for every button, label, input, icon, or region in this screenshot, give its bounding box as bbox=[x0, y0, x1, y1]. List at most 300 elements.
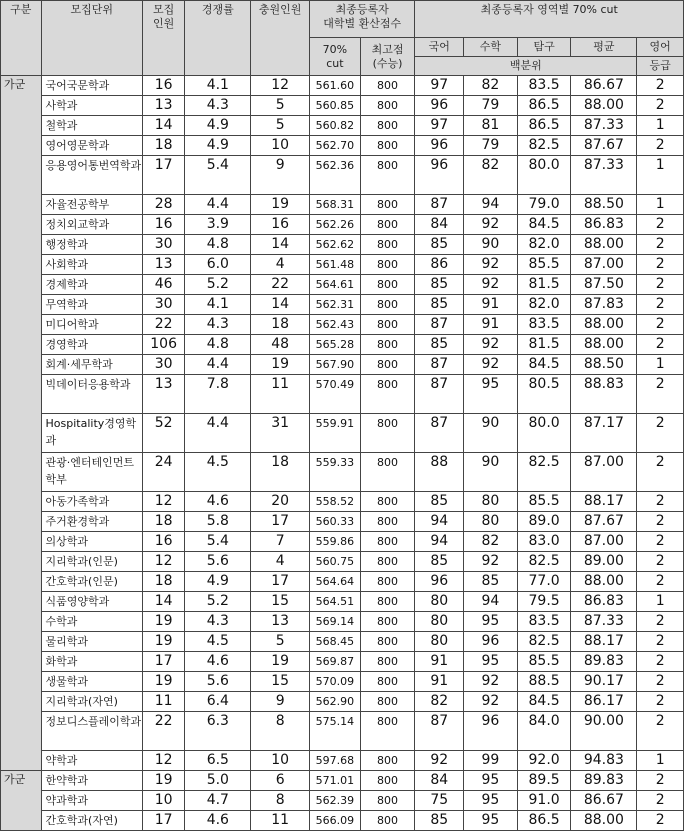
cut70-cell: 559.86 bbox=[310, 532, 361, 552]
max-score-cell: 800 bbox=[360, 255, 415, 275]
cut70-cell: 559.33 bbox=[310, 453, 361, 492]
cut70-cell: 560.33 bbox=[310, 512, 361, 532]
korean-cell: 85 bbox=[415, 275, 464, 295]
competition-cell: 6.4 bbox=[185, 692, 251, 712]
quota-cell: 12 bbox=[142, 492, 185, 512]
korean-cell: 75 bbox=[415, 791, 464, 811]
inquiry-cell: 77.0 bbox=[517, 572, 571, 592]
additional-cell: 5 bbox=[251, 632, 310, 652]
average-cell: 88.17 bbox=[571, 632, 637, 652]
math-cell: 79 bbox=[464, 136, 518, 156]
cut70-cell: 568.31 bbox=[310, 195, 361, 215]
unit-cell: 간호학과(자연) bbox=[41, 811, 142, 831]
english-cell: 2 bbox=[637, 791, 684, 811]
table-row bbox=[1, 672, 684, 692]
max-score-cell: 800 bbox=[360, 315, 415, 335]
math-cell: 95 bbox=[464, 771, 518, 791]
english-cell: 2 bbox=[637, 453, 684, 492]
inquiry-cell: 86.5 bbox=[517, 96, 571, 116]
competition-cell: 4.6 bbox=[185, 492, 251, 512]
english-cell: 2 bbox=[637, 375, 684, 414]
korean-cell: 87 bbox=[415, 355, 464, 375]
table-row bbox=[1, 453, 684, 492]
competition-cell: 5.4 bbox=[185, 156, 251, 195]
quota-cell: 11 bbox=[142, 692, 185, 712]
table-row bbox=[1, 76, 684, 96]
math-cell: 80 bbox=[464, 492, 518, 512]
math-cell: 92 bbox=[464, 355, 518, 375]
korean-cell: 80 bbox=[415, 592, 464, 612]
quota-cell: 14 bbox=[142, 592, 185, 612]
max-score-cell: 800 bbox=[360, 811, 415, 831]
quota-cell: 30 bbox=[142, 295, 185, 315]
competition-cell: 4.1 bbox=[185, 76, 251, 96]
korean-cell: 88 bbox=[415, 453, 464, 492]
quota-cell: 46 bbox=[142, 275, 185, 295]
competition-cell: 6.0 bbox=[185, 255, 251, 275]
inquiry-cell: 83.5 bbox=[517, 76, 571, 96]
table-row bbox=[1, 355, 684, 375]
quota-cell: 19 bbox=[142, 771, 185, 791]
additional-cell: 11 bbox=[251, 811, 310, 831]
math-cell: 94 bbox=[464, 592, 518, 612]
table-row bbox=[1, 255, 684, 275]
unit-cell: 지리학과(자연) bbox=[41, 692, 142, 712]
average-cell: 89.83 bbox=[571, 771, 637, 791]
korean-cell: 92 bbox=[415, 751, 464, 771]
quota-cell: 19 bbox=[142, 672, 185, 692]
math-cell: 99 bbox=[464, 751, 518, 771]
unit-cell: 식품영양학과 bbox=[41, 592, 142, 612]
competition-cell: 3.9 bbox=[185, 215, 251, 235]
math-cell: 80 bbox=[464, 512, 518, 532]
math-cell: 90 bbox=[464, 453, 518, 492]
table-row bbox=[1, 375, 684, 414]
cut70-cell: 564.61 bbox=[310, 275, 361, 295]
quota-cell: 24 bbox=[142, 453, 185, 492]
cut70-cell: 562.26 bbox=[310, 215, 361, 235]
unit-cell: 경제학과 bbox=[41, 275, 142, 295]
cut70-cell: 562.31 bbox=[310, 295, 361, 315]
inquiry-cell: 79.5 bbox=[517, 592, 571, 612]
inquiry-cell: 89.0 bbox=[517, 512, 571, 532]
unit-cell: 국어국문학과 bbox=[41, 76, 142, 96]
korean-cell: 94 bbox=[415, 512, 464, 532]
korean-cell: 87 bbox=[415, 315, 464, 335]
additional-cell: 8 bbox=[251, 791, 310, 811]
math-cell: 95 bbox=[464, 652, 518, 672]
max-score-cell: 800 bbox=[360, 552, 415, 572]
math-cell: 96 bbox=[464, 712, 518, 751]
header-final-area: 최종등록자 영역별 70% cut bbox=[415, 1, 684, 38]
unit-cell: 경영학과 bbox=[41, 335, 142, 355]
math-cell: 82 bbox=[464, 156, 518, 195]
english-cell: 2 bbox=[637, 532, 684, 552]
max-score-cell: 800 bbox=[360, 195, 415, 215]
quota-cell: 17 bbox=[142, 156, 185, 195]
average-cell: 87.00 bbox=[571, 255, 637, 275]
average-cell: 87.33 bbox=[571, 156, 637, 195]
cut70-cell: 561.48 bbox=[310, 255, 361, 275]
average-cell: 88.50 bbox=[571, 195, 637, 215]
additional-cell: 6 bbox=[251, 771, 310, 791]
table-row bbox=[1, 414, 684, 453]
inquiry-cell: 85.5 bbox=[517, 492, 571, 512]
inquiry-cell: 82.5 bbox=[517, 136, 571, 156]
max-score-cell: 800 bbox=[360, 335, 415, 355]
table-row bbox=[1, 712, 684, 751]
cut70-cell: 564.51 bbox=[310, 592, 361, 612]
table-row bbox=[1, 492, 684, 512]
table-row bbox=[1, 811, 684, 831]
additional-cell: 22 bbox=[251, 275, 310, 295]
inquiry-cell: 82.0 bbox=[517, 295, 571, 315]
max-score-cell: 800 bbox=[360, 215, 415, 235]
inquiry-cell: 84.0 bbox=[517, 712, 571, 751]
average-cell: 88.00 bbox=[571, 811, 637, 831]
header-percentile: 백분위 bbox=[415, 57, 637, 76]
table-row bbox=[1, 791, 684, 811]
korean-cell: 86 bbox=[415, 255, 464, 275]
english-cell: 2 bbox=[637, 771, 684, 791]
unit-cell: 한약학과 bbox=[41, 771, 142, 791]
korean-cell: 85 bbox=[415, 811, 464, 831]
competition-cell: 4.5 bbox=[185, 453, 251, 492]
average-cell: 90.00 bbox=[571, 712, 637, 751]
cut70-cell: 561.60 bbox=[310, 76, 361, 96]
cut70-cell: 562.39 bbox=[310, 791, 361, 811]
cut70-cell: 566.09 bbox=[310, 811, 361, 831]
header-average: 평균 bbox=[571, 38, 637, 57]
quota-cell: 16 bbox=[142, 532, 185, 552]
english-cell: 2 bbox=[637, 492, 684, 512]
competition-cell: 4.4 bbox=[185, 414, 251, 453]
inquiry-cell: 80.5 bbox=[517, 375, 571, 414]
average-cell: 87.50 bbox=[571, 275, 637, 295]
math-cell: 79 bbox=[464, 96, 518, 116]
math-cell: 92 bbox=[464, 255, 518, 275]
unit-cell: 생물학과 bbox=[41, 672, 142, 692]
math-cell: 95 bbox=[464, 811, 518, 831]
additional-cell: 10 bbox=[251, 136, 310, 156]
header-final-score: 최종등록자 대학별 환산점수 bbox=[310, 1, 415, 38]
header-quota: 모집 인원 bbox=[142, 1, 185, 76]
unit-cell: 미디어학과 bbox=[41, 315, 142, 335]
inquiry-cell: 79.0 bbox=[517, 195, 571, 215]
english-cell: 2 bbox=[637, 672, 684, 692]
english-cell: 2 bbox=[637, 512, 684, 532]
math-cell: 92 bbox=[464, 672, 518, 692]
unit-cell: 자율전공학부 bbox=[41, 195, 142, 215]
quota-cell: 13 bbox=[142, 375, 185, 414]
average-cell: 88.83 bbox=[571, 375, 637, 414]
competition-cell: 6.3 bbox=[185, 712, 251, 751]
english-cell: 2 bbox=[637, 215, 684, 235]
table-row bbox=[1, 512, 684, 532]
korean-cell: 85 bbox=[415, 492, 464, 512]
inquiry-cell: 80.0 bbox=[517, 414, 571, 453]
korean-cell: 82 bbox=[415, 692, 464, 712]
group-cell: 가군 bbox=[1, 76, 42, 771]
max-score-cell: 800 bbox=[360, 532, 415, 552]
unit-cell: 사학과 bbox=[41, 96, 142, 116]
average-cell: 88.00 bbox=[571, 335, 637, 355]
table-header bbox=[1, 1, 684, 76]
english-cell: 2 bbox=[637, 811, 684, 831]
cut70-cell: 575.14 bbox=[310, 712, 361, 751]
unit-cell: 약학과 bbox=[41, 751, 142, 771]
table-row bbox=[1, 195, 684, 215]
english-cell: 2 bbox=[637, 652, 684, 672]
max-score-cell: 800 bbox=[360, 512, 415, 532]
unit-cell: 무역학과 bbox=[41, 295, 142, 315]
inquiry-cell: 89.5 bbox=[517, 771, 571, 791]
average-cell: 88.50 bbox=[571, 355, 637, 375]
average-cell: 87.33 bbox=[571, 612, 637, 632]
competition-cell: 6.5 bbox=[185, 751, 251, 771]
unit-cell: 관광·엔터테인먼트학부 bbox=[41, 453, 142, 492]
english-cell: 2 bbox=[637, 96, 684, 116]
competition-cell: 4.4 bbox=[185, 195, 251, 215]
additional-cell: 14 bbox=[251, 295, 310, 315]
korean-cell: 96 bbox=[415, 96, 464, 116]
unit-cell: Hospitality경영학과 bbox=[41, 414, 142, 453]
additional-cell: 12 bbox=[251, 76, 310, 96]
math-cell: 96 bbox=[464, 632, 518, 652]
korean-cell: 87 bbox=[415, 195, 464, 215]
unit-cell: 화학과 bbox=[41, 652, 142, 672]
english-cell: 2 bbox=[637, 335, 684, 355]
english-cell: 1 bbox=[637, 355, 684, 375]
math-cell: 92 bbox=[464, 552, 518, 572]
max-score-cell: 800 bbox=[360, 96, 415, 116]
cut70-cell: 571.01 bbox=[310, 771, 361, 791]
english-cell: 2 bbox=[637, 275, 684, 295]
unit-cell: 사회학과 bbox=[41, 255, 142, 275]
inquiry-cell: 88.5 bbox=[517, 672, 571, 692]
max-score-cell: 800 bbox=[360, 453, 415, 492]
additional-cell: 5 bbox=[251, 96, 310, 116]
competition-cell: 5.0 bbox=[185, 771, 251, 791]
inquiry-cell: 82.5 bbox=[517, 453, 571, 492]
cut70-cell: 568.45 bbox=[310, 632, 361, 652]
additional-cell: 19 bbox=[251, 195, 310, 215]
cut70-cell: 559.91 bbox=[310, 414, 361, 453]
additional-cell: 4 bbox=[251, 255, 310, 275]
competition-cell: 5.8 bbox=[185, 512, 251, 532]
math-cell: 85 bbox=[464, 572, 518, 592]
average-cell: 86.83 bbox=[571, 592, 637, 612]
quota-cell: 19 bbox=[142, 632, 185, 652]
cut70-cell: 597.68 bbox=[310, 751, 361, 771]
korean-cell: 80 bbox=[415, 632, 464, 652]
average-cell: 86.17 bbox=[571, 692, 637, 712]
unit-cell: 행정학과 bbox=[41, 235, 142, 255]
additional-cell: 17 bbox=[251, 512, 310, 532]
unit-cell: 아동가족학과 bbox=[41, 492, 142, 512]
unit-cell: 정보디스플레이학과 bbox=[41, 712, 142, 751]
korean-cell: 85 bbox=[415, 295, 464, 315]
inquiry-cell: 91.0 bbox=[517, 791, 571, 811]
inquiry-cell: 84.5 bbox=[517, 692, 571, 712]
korean-cell: 85 bbox=[415, 235, 464, 255]
header-additional: 충원인원 bbox=[251, 1, 310, 76]
competition-cell: 4.3 bbox=[185, 96, 251, 116]
unit-cell: 회계·세무학과 bbox=[41, 355, 142, 375]
english-cell: 2 bbox=[637, 235, 684, 255]
math-cell: 92 bbox=[464, 275, 518, 295]
english-cell: 1 bbox=[637, 592, 684, 612]
english-cell: 2 bbox=[637, 692, 684, 712]
additional-cell: 9 bbox=[251, 156, 310, 195]
english-cell: 2 bbox=[637, 295, 684, 315]
additional-cell: 5 bbox=[251, 116, 310, 136]
max-score-cell: 800 bbox=[360, 692, 415, 712]
competition-cell: 5.4 bbox=[185, 532, 251, 552]
math-cell: 82 bbox=[464, 76, 518, 96]
quota-cell: 30 bbox=[142, 355, 185, 375]
average-cell: 89.83 bbox=[571, 652, 637, 672]
average-cell: 90.17 bbox=[571, 672, 637, 692]
table-row bbox=[1, 532, 684, 552]
inquiry-cell: 84.5 bbox=[517, 215, 571, 235]
math-cell: 81 bbox=[464, 116, 518, 136]
english-cell: 1 bbox=[637, 751, 684, 771]
cut70-cell: 560.85 bbox=[310, 96, 361, 116]
korean-cell: 87 bbox=[415, 414, 464, 453]
table-row bbox=[1, 136, 684, 156]
average-cell: 94.83 bbox=[571, 751, 637, 771]
quota-cell: 106 bbox=[142, 335, 185, 355]
table-row bbox=[1, 692, 684, 712]
average-cell: 86.67 bbox=[571, 791, 637, 811]
inquiry-cell: 92.0 bbox=[517, 751, 571, 771]
table-row bbox=[1, 96, 684, 116]
cut70-cell: 570.49 bbox=[310, 375, 361, 414]
unit-cell: 정치외교학과 bbox=[41, 215, 142, 235]
competition-cell: 4.9 bbox=[185, 116, 251, 136]
english-cell: 2 bbox=[637, 315, 684, 335]
table-row bbox=[1, 116, 684, 136]
korean-cell: 91 bbox=[415, 652, 464, 672]
additional-cell: 14 bbox=[251, 235, 310, 255]
table-body bbox=[1, 76, 684, 831]
table-row bbox=[1, 632, 684, 652]
header-math: 수학 bbox=[464, 38, 518, 57]
average-cell: 88.00 bbox=[571, 96, 637, 116]
cut70-cell: 562.90 bbox=[310, 692, 361, 712]
max-score-cell: 800 bbox=[360, 414, 415, 453]
additional-cell: 31 bbox=[251, 414, 310, 453]
unit-cell: 영어영문학과 bbox=[41, 136, 142, 156]
english-cell: 2 bbox=[637, 414, 684, 453]
table-row bbox=[1, 315, 684, 335]
header-group: 구분 bbox=[1, 1, 42, 76]
cut70-cell: 562.62 bbox=[310, 235, 361, 255]
unit-cell: 약과학과 bbox=[41, 791, 142, 811]
additional-cell: 20 bbox=[251, 492, 310, 512]
table-row bbox=[1, 335, 684, 355]
quota-cell: 17 bbox=[142, 811, 185, 831]
quota-cell: 18 bbox=[142, 512, 185, 532]
english-cell: 1 bbox=[637, 116, 684, 136]
inquiry-cell: 81.5 bbox=[517, 335, 571, 355]
header-korean: 국어 bbox=[415, 38, 464, 57]
competition-cell: 4.1 bbox=[185, 295, 251, 315]
korean-cell: 97 bbox=[415, 76, 464, 96]
quota-cell: 22 bbox=[142, 315, 185, 335]
cut70-cell: 562.36 bbox=[310, 156, 361, 195]
max-score-cell: 800 bbox=[360, 275, 415, 295]
table-row bbox=[1, 156, 684, 195]
table-row bbox=[1, 275, 684, 295]
max-score-cell: 800 bbox=[360, 612, 415, 632]
competition-cell: 4.9 bbox=[185, 136, 251, 156]
max-score-cell: 800 bbox=[360, 136, 415, 156]
average-cell: 87.17 bbox=[571, 414, 637, 453]
inquiry-cell: 83.0 bbox=[517, 532, 571, 552]
header-max-score: 최고점 (수능) bbox=[360, 38, 415, 76]
quota-cell: 16 bbox=[142, 215, 185, 235]
table-row bbox=[1, 592, 684, 612]
cut70-cell: 562.43 bbox=[310, 315, 361, 335]
additional-cell: 11 bbox=[251, 375, 310, 414]
competition-cell: 5.6 bbox=[185, 672, 251, 692]
max-score-cell: 800 bbox=[360, 592, 415, 612]
cut70-cell: 558.52 bbox=[310, 492, 361, 512]
average-cell: 88.00 bbox=[571, 235, 637, 255]
english-cell: 2 bbox=[637, 552, 684, 572]
korean-cell: 84 bbox=[415, 215, 464, 235]
cut70-cell: 570.09 bbox=[310, 672, 361, 692]
competition-cell: 4.8 bbox=[185, 235, 251, 255]
additional-cell: 15 bbox=[251, 592, 310, 612]
additional-cell: 16 bbox=[251, 215, 310, 235]
inquiry-cell: 83.5 bbox=[517, 315, 571, 335]
cut70-cell: 560.75 bbox=[310, 552, 361, 572]
max-score-cell: 800 bbox=[360, 156, 415, 195]
math-cell: 94 bbox=[464, 195, 518, 215]
additional-cell: 9 bbox=[251, 692, 310, 712]
quota-cell: 22 bbox=[142, 712, 185, 751]
inquiry-cell: 81.5 bbox=[517, 275, 571, 295]
english-cell: 1 bbox=[637, 195, 684, 215]
competition-cell: 4.6 bbox=[185, 652, 251, 672]
cut70-cell: 565.28 bbox=[310, 335, 361, 355]
cut70-cell: 569.87 bbox=[310, 652, 361, 672]
header-competition: 경쟁률 bbox=[185, 1, 251, 76]
unit-cell: 간호학과(인문) bbox=[41, 572, 142, 592]
inquiry-cell: 85.5 bbox=[517, 652, 571, 672]
korean-cell: 84 bbox=[415, 771, 464, 791]
inquiry-cell: 86.5 bbox=[517, 116, 571, 136]
english-cell: 2 bbox=[637, 612, 684, 632]
math-cell: 90 bbox=[464, 414, 518, 453]
competition-cell: 4.8 bbox=[185, 335, 251, 355]
quota-cell: 18 bbox=[142, 572, 185, 592]
competition-cell: 5.2 bbox=[185, 592, 251, 612]
math-cell: 95 bbox=[464, 612, 518, 632]
unit-cell: 주거환경학과 bbox=[41, 512, 142, 532]
korean-cell: 96 bbox=[415, 156, 464, 195]
inquiry-cell: 80.0 bbox=[517, 156, 571, 195]
table-row bbox=[1, 612, 684, 632]
unit-cell: 물리학과 bbox=[41, 632, 142, 652]
max-score-cell: 800 bbox=[360, 751, 415, 771]
max-score-cell: 800 bbox=[360, 116, 415, 136]
math-cell: 95 bbox=[464, 375, 518, 414]
inquiry-cell: 82.5 bbox=[517, 632, 571, 652]
